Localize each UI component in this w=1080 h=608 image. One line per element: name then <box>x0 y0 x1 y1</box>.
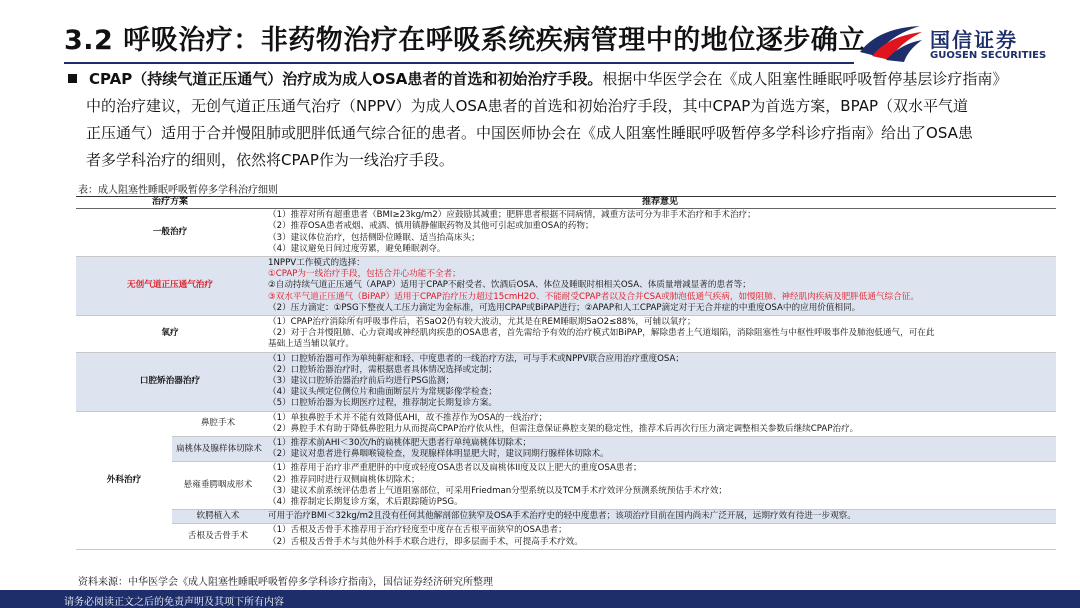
advice-item: （4）建议头颅定位侧位片和曲面断层片为常规影像学检查； <box>268 387 497 398</box>
advice-general <box>264 209 1056 257</box>
row-label-tonsil: 扁桃体及腺样体切除术 <box>172 437 264 462</box>
advice-item: （2）鼻腔手术有助于降低鼻腔阻力从而提高CPAP治疗依从性，但需注意保证鼻腔支架的稳定性，推荐术后再次行压力滴定调整相关参数后继续CPAP治疗。 <box>268 423 859 434</box>
table-row-oral <box>76 352 1056 411</box>
advice-item-highlight: ③双水平气道正压通气（BiPAP）适用于CPAP治疗压力超过15cmH2O、不能耐受CPAP者以及合并CSA或肺泡低通气疾病，如慢阻肺、神经肌肉疾病及肥胖低通气综合征。 <box>268 291 919 302</box>
advice-item: （2）建议对患者进行鼻咽喉镜检查，发现腺样体明显肥大时，建议同期行腺样体切除术。 <box>268 449 609 460</box>
advice-item: （1）推荐术前AHI＜30次/h的扁桃体肥大患者行单纯扁桃体切除术； <box>268 438 532 449</box>
paragraph-line-4: 者多学科治疗的细则，依然将CPAP作为一线治疗手段。 <box>86 151 454 169</box>
row-label-palatal: 软腭植入术 <box>172 510 264 524</box>
advice-item: （3）建议口腔矫治器治疗前后均进行PSG监测； <box>268 376 455 387</box>
paragraph-line-1-rest: 根据中华医学会在《成人阻塞性睡眠呼吸暂停基层诊疗指南》 <box>602 70 1008 88</box>
logo-text-cn: 国信证券 <box>930 28 1018 52</box>
row-label-surgery: 外科治疗 <box>76 411 172 549</box>
advice-item: （4）建议避免日间过度劳累，避免睡眠剥夺。 <box>268 243 446 254</box>
advice-nppv <box>264 257 1056 316</box>
advice-item: （1）推荐用于治疗非严重肥胖的中度或轻度OSA患者以及扁桃体II度及以上肥大的重度OSA患者； <box>268 463 642 474</box>
table-row-general <box>76 209 1056 257</box>
table-caption: 表：成人阻塞性睡眠呼吸暂停多学科治疗细则 <box>78 185 278 196</box>
paragraph-line-1 <box>68 66 1048 93</box>
advice-item: （1）单独鼻腔手术并不能有效降低AHI，故不推荐作为OSA的一线治疗； <box>268 412 548 423</box>
advice-item: ②自动持续气道正压通气（APAP）适用于CPAP不耐受者、饮酒后OSA、体位及睡眠时相相关OSA、体质量增减显著的患者等； <box>268 280 751 291</box>
footer-bar <box>0 590 1080 608</box>
advice-item: 基础上适当辅以氧疗。 <box>268 339 354 350</box>
column-header-scheme: 治疗方案 <box>76 197 264 209</box>
table-row-palatal <box>76 510 1056 524</box>
title-divider <box>64 62 854 64</box>
square-bullet-icon <box>68 74 77 83</box>
row-label-general: 一般治疗 <box>76 209 264 257</box>
advice-item: （1）CPAP治疗消除所有呼吸事件后，若SaO2仍有较大波动，尤其是在REM睡眠期SaO2≤88%，可辅以氧疗； <box>268 317 696 328</box>
advice-item: （5）口腔矫治器为长期医疗过程，推荐制定长期复诊方案。 <box>268 398 497 409</box>
advice-item: （2）口腔矫治器治疗时，需根据患者具体情况选择或定制； <box>268 364 497 375</box>
advice-item: 可用于治疗BMI＜32kg/m2且没有任何其他解剖部位狭窄及OSA手术治疗史的轻中度患者；该项治疗目前在国内尚未广泛开展，远期疗效有待进一步观察。 <box>268 511 856 522</box>
table-row-tongue <box>76 524 1056 549</box>
advice-item: （3）建议术前系统评估患者上气道阻塞部位，可采用Friedman分型系统以及TCM手术疗效评分预测系统预估手术疗效； <box>268 485 728 496</box>
advice-item: （1）口腔矫治器可作为单纯鼾症和轻、中度患者的一线治疗方法，可与手术或NPPV联合应用治疗重度OSA； <box>268 353 684 364</box>
logo-mark-icon <box>858 22 924 64</box>
advice-tonsil <box>264 437 1056 462</box>
advice-item: （2）推荐同时进行双侧扁桃体切除术； <box>268 474 420 485</box>
treatment-table <box>76 196 1056 550</box>
row-label-uppp: 悬雍垂腭咽成形术 <box>172 462 264 510</box>
advice-tongue <box>264 524 1056 549</box>
row-label-oral: 口腔矫治器治疗 <box>76 352 264 411</box>
disclaimer-text: 请务必阅读正文之后的免责声明及其项下所有内容 <box>64 597 284 608</box>
advice-item-highlight: ①CPAP为一线治疗手段，包括合并心功能不全者； <box>268 269 461 280</box>
table-row-nasal <box>76 411 1056 436</box>
advice-item: （3）建议体位治疗，包括侧卧位睡眠、适当抬高床头； <box>268 232 480 243</box>
advice-item: （1）舌根及舌骨手术推荐用于治疗轻度至中度存在舌根平面狭窄的OSA患者； <box>268 525 567 536</box>
summary-paragraph <box>68 66 1048 174</box>
advice-oral <box>264 352 1056 411</box>
advice-item: 1NPPV工作模式的选择： <box>268 258 365 269</box>
advice-item: （2）推荐OSA患者戒烟、戒酒、慎用镇静催眠药物及其他可引起或加重OSA的药物； <box>268 221 594 232</box>
source-note: 资料来源：中华医学会《成人阻塞性睡眠呼吸暂停多学科诊疗指南》，国信证券经济研究所整理 <box>78 577 493 588</box>
advice-uppp <box>264 462 1056 510</box>
advice-item: （2）舌根及舌骨手术与其他外科手术联合进行，即多层面手术，可提高手术疗效。 <box>268 536 583 547</box>
paragraph-line-3: 正压通气）适用于合并慢阻肺或肥胖低通气综合征的患者。中国医师协会在《成人阻塞性睡眠呼吸暂停多学科诊疗指南》给出了OSA患 <box>86 124 973 142</box>
row-label-tongue: 舌根及舌骨手术 <box>172 524 264 549</box>
advice-item: （4）推荐制定长期复诊方案，术后跟踪随访PSG。 <box>268 497 463 508</box>
lead-statement: CPAP（持续气道正压通气）治疗成为成人OSA患者的首选和初始治疗手段。 <box>89 70 603 88</box>
paragraph-line-2: 中的治疗建议，无创气道正压通气治疗（NPPV）为成人OSA患者的首选和初始治疗手段，其中CPAP为首选方案，BPAP（双水平气道 <box>86 97 968 115</box>
advice-oxygen <box>264 316 1056 353</box>
row-label-oxygen: 氧疗 <box>76 316 264 353</box>
row-label-nppv: 无创气道正压通气治疗 <box>76 257 264 316</box>
logo-text-en: GUOSEN SECURITIES <box>930 50 1047 61</box>
company-logo <box>858 22 1058 66</box>
table-header-row <box>76 197 1056 209</box>
row-label-nasal: 鼻腔手术 <box>172 411 264 436</box>
column-header-advice: 推荐意见 <box>264 197 1056 209</box>
table-row-uppp <box>76 462 1056 510</box>
advice-palatal <box>264 510 1056 524</box>
advice-item: （2）对于合并慢阻肺、心力衰竭或神经肌肉疾患的OSA患者，首先需给予有效的治疗模式如BiPAP，解除患者上气道塌陷，消除阻塞性与中枢性呼吸事件及肺泡低通气，可在此 <box>268 328 935 339</box>
table-row-tonsil <box>76 437 1056 462</box>
advice-nasal <box>264 411 1056 436</box>
advice-item: （1）推荐对所有超重患者（BMI≥23kg/m2）应鼓励其减重；肥胖患者根据不同病情，减重方法可分为非手术治疗和手术治疗； <box>268 210 756 221</box>
advice-item: （2）压力滴定：①PSG下整夜人工压力滴定为金标准，可选用CPAP或BiPAP进行；②APAP和人工CPAP滴定对于无合并症的中重度OSA中的应用价值相同。 <box>268 302 861 313</box>
table-row-nppv <box>76 257 1056 316</box>
page-title: 3.2 呼吸治疗：非药物治疗在呼吸系统疾病管理中的地位逐步确立 <box>64 25 866 56</box>
table-row-oxygen <box>76 316 1056 353</box>
